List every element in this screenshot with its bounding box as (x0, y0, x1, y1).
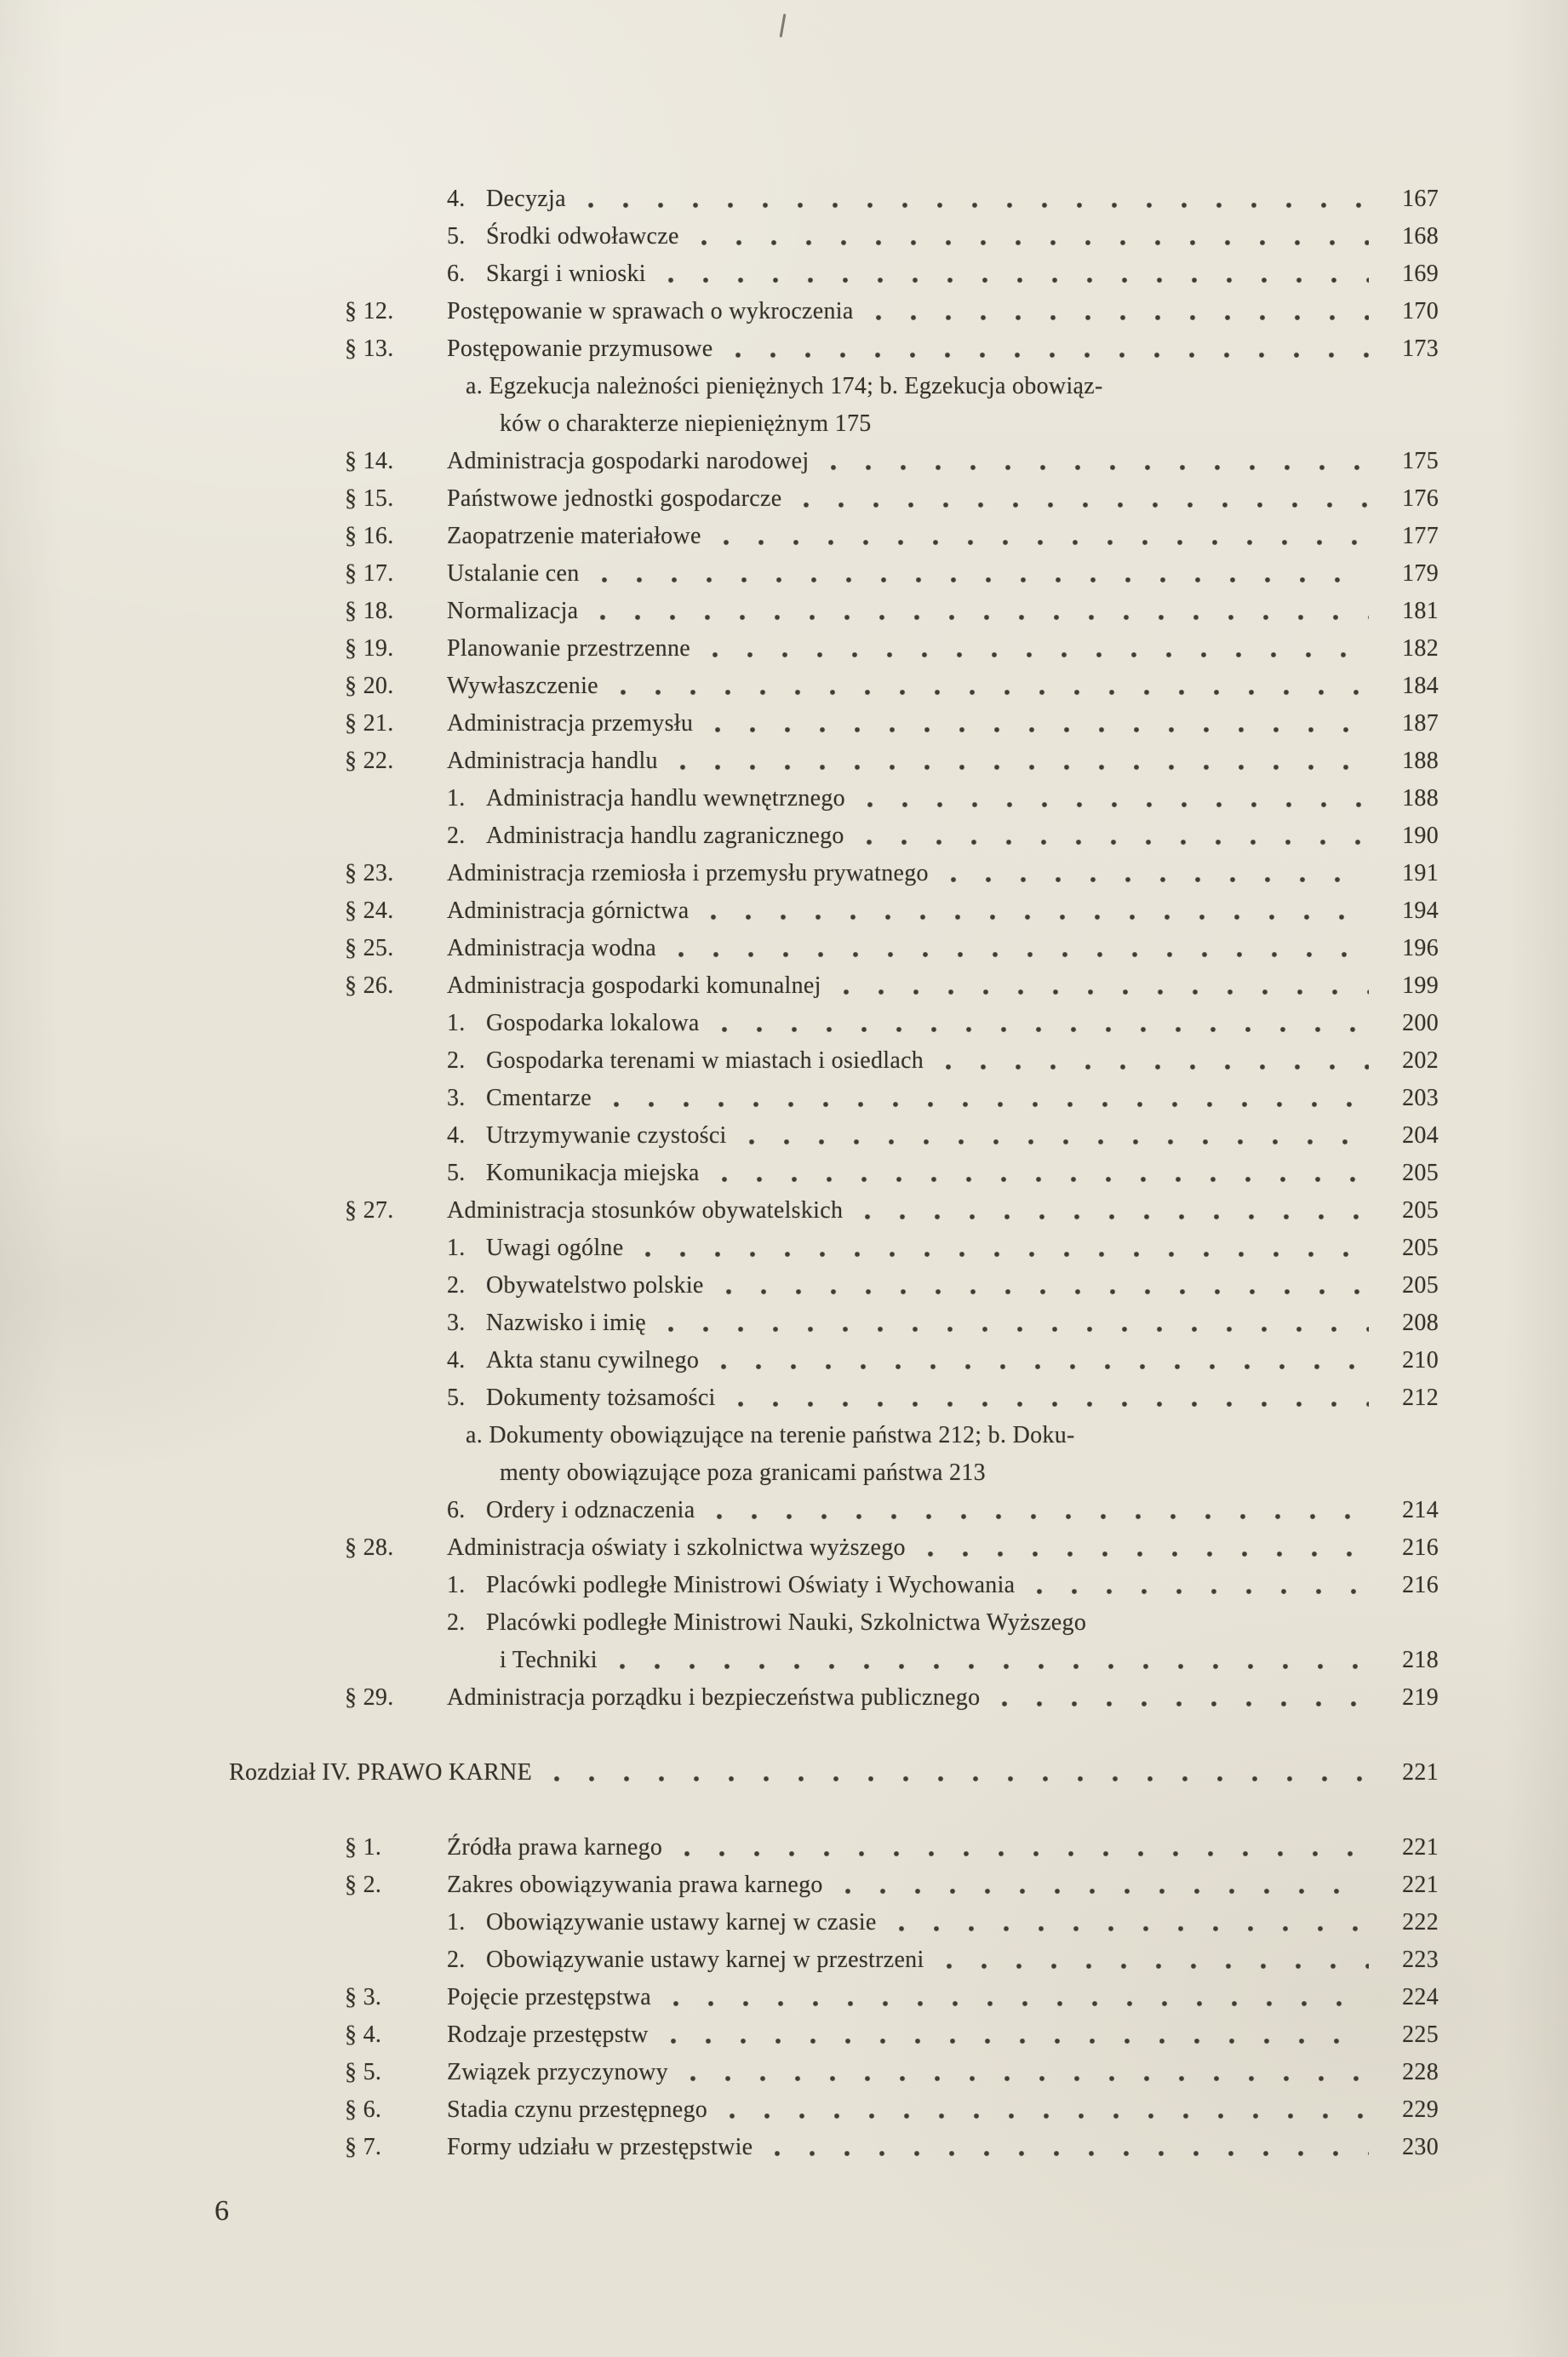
toc-entry-row (217, 780, 1439, 817)
toc-entry-label: § 6. (345, 2096, 382, 2123)
dot-leader (746, 1117, 1369, 1155)
toc-entry-page: 216 (1402, 1534, 1439, 1561)
toc-entry-title: Administracja porządku i bezpieczeństwa publicznego (447, 1684, 981, 1711)
scan-artifact-mark (780, 14, 787, 37)
toc-entry-page: 212 (1402, 1385, 1439, 1411)
dot-leader (642, 1230, 1369, 1267)
dot-leader (800, 480, 1369, 518)
toc-entry-title: Administracja stosunków obywatelskich (447, 1197, 844, 1224)
toc-entry-page: 169 (1402, 261, 1439, 287)
dot-leader (943, 1941, 1369, 1979)
toc-entry-row (217, 181, 1439, 218)
toc-entry-row (217, 1679, 1439, 1717)
toc-entry-title: Administracja oświaty i szkolnictwa wyższego (447, 1534, 906, 1561)
toc-entry-label: § 28. (345, 1534, 394, 1561)
toc-entry-label: § 26. (345, 972, 394, 999)
toc-entry-title: Ustalanie cen (447, 560, 580, 587)
toc-entry-title: a. Egzekucja należności pieniężnych 174; b. Egzekucja obowiąz- (466, 373, 1103, 399)
toc-entry-title: Utrzymywanie czystości (486, 1122, 727, 1149)
toc-entry-row (217, 1042, 1439, 1080)
toc-entry-row (217, 1267, 1439, 1305)
toc-entry-title: Planowanie przestrzenne (447, 635, 690, 662)
toc-entry-title: Środki odwoławcze (486, 223, 679, 249)
dot-leader (551, 1754, 1369, 1792)
toc-entry-row (217, 1604, 1439, 1642)
dot-leader (842, 1867, 1369, 1904)
toc-entry-page: 224 (1402, 1984, 1439, 2010)
toc-entry-row (217, 1155, 1439, 1192)
toc-continuation-row (217, 1642, 1439, 1679)
toc-entry-page: 218 (1402, 1647, 1439, 1673)
toc-entry-page: 228 (1402, 2059, 1439, 2085)
toc-entry-page: 210 (1402, 1347, 1439, 1373)
toc-entry-label: § 3. (345, 1984, 382, 2010)
toc-entry-title: Pojęcie przestępstwa (447, 1984, 652, 2010)
toc-entry-page: 176 (1402, 485, 1439, 512)
dot-leader (732, 330, 1369, 368)
toc-entry-page: 177 (1402, 523, 1439, 549)
toc-entry-row (217, 967, 1439, 1005)
toc-entry-page: 229 (1402, 2096, 1439, 2123)
toc-entry-row (217, 443, 1439, 480)
toc-entry-page: 167 (1402, 186, 1439, 212)
toc-entry-title: a. Dokumenty obowiązujące na terenie państwa 212; b. Doku- (466, 1422, 1075, 1448)
dot-leader (665, 1305, 1369, 1342)
toc-entry-row (217, 1117, 1439, 1155)
dot-leader (617, 668, 1369, 705)
toc-entry-title: Źródła prawa karnego (447, 1834, 663, 1861)
dot-leader (942, 1042, 1369, 1080)
toc-entry-title: Placówki podległe Ministrowi Nauki, Szkolnictwa Wyższego (486, 1609, 1087, 1636)
dot-leader (718, 1155, 1369, 1192)
toc-entry-row (217, 1192, 1439, 1230)
toc-entry-page: 179 (1402, 560, 1439, 587)
toc-entry-label: § 12. (345, 298, 394, 324)
toc-entry-page: 205 (1402, 1160, 1439, 1186)
toc-entry-row (217, 2091, 1439, 2129)
toc-entry-label: 2. (447, 1609, 466, 1636)
dot-leader (827, 443, 1369, 480)
toc-continuation-row (217, 1454, 1439, 1492)
dot-leader (924, 1529, 1369, 1567)
toc-entry-row (217, 1529, 1439, 1567)
toc-entry-page: 221 (1402, 1872, 1439, 1898)
toc-entry-page: 191 (1402, 860, 1439, 886)
toc-entry-label: 4. (447, 186, 466, 212)
toc-entry-row (217, 1305, 1439, 1342)
page-number: 6 (215, 2195, 229, 2227)
toc-entry-title: Ordery i odznaczenia (486, 1497, 695, 1523)
toc-entry-row (217, 668, 1439, 705)
dot-leader (597, 593, 1369, 630)
toc-entry-row (217, 293, 1439, 330)
toc-entry-label: § 16. (345, 523, 394, 549)
toc-entry-page: 199 (1402, 972, 1439, 999)
toc-entry-label: 6. (447, 1497, 466, 1523)
toc-entry-title: Administracja gospodarki komunalnej (447, 972, 821, 999)
toc-entry-row (217, 1342, 1439, 1379)
toc-entry-row (217, 330, 1439, 368)
toc-entry-page: 168 (1402, 223, 1439, 249)
dot-leader (735, 1379, 1369, 1417)
toc-entry-label: 1. (447, 1010, 466, 1036)
toc-entry-title: Postępowanie przymusowe (447, 335, 713, 362)
toc-entry-title: Uwagi ogólne (486, 1235, 624, 1261)
toc-entry-row (217, 480, 1439, 518)
toc-entry-title: Komunikacja miejska (486, 1160, 700, 1186)
toc-entry-title: Obywatelstwo polskie (486, 1272, 704, 1299)
toc-entry-title: Gospodarka lokalowa (486, 1010, 700, 1036)
toc-entry-row (217, 555, 1439, 593)
dot-leader (718, 1005, 1369, 1042)
dot-leader (718, 1342, 1369, 1379)
toc-entry-title: Administracja górnictwa (447, 897, 690, 924)
toc-entry-row (217, 1005, 1439, 1042)
dot-leader (864, 780, 1369, 817)
toc-entry-page: 221 (1402, 1759, 1439, 1786)
toc-entry-page: 187 (1402, 710, 1439, 737)
toc-entry-page: 225 (1402, 2022, 1439, 2048)
toc-entry-label: § 7. (345, 2134, 382, 2160)
toc-entry-row (217, 2129, 1439, 2166)
dot-leader (667, 2016, 1369, 2054)
dot-leader (726, 2091, 1369, 2129)
toc-entry-label: 3. (447, 1085, 466, 1111)
toc-entry-page: 216 (1402, 1572, 1439, 1598)
dot-leader (712, 705, 1369, 743)
toc-entry-label: § 29. (345, 1684, 394, 1711)
dot-leader (598, 555, 1370, 593)
dot-leader (709, 630, 1369, 668)
toc-entry-title: Administracja przemysłu (447, 710, 694, 737)
toc-entry-row (217, 1492, 1439, 1529)
toc-entry-title: Administracja handlu (447, 748, 658, 774)
toc-entry-title: Placówki podległe Ministrowi Oświaty i Wychowania (486, 1572, 1016, 1598)
toc-entry-row (217, 593, 1439, 630)
toc-entry-row (217, 2016, 1439, 2054)
toc-entry-label: § 21. (345, 710, 394, 737)
dot-leader (585, 181, 1369, 218)
toc-entry-label: 2. (447, 1272, 466, 1299)
toc-entry-label: § 1. (345, 1834, 382, 1861)
toc-entry-label: 6. (447, 261, 466, 287)
toc-entry-label: 5. (447, 1160, 466, 1186)
toc-list (217, 181, 1439, 2166)
toc-entry-row (217, 705, 1439, 743)
toc-entry-title: i Techniki (500, 1647, 598, 1673)
toc-entry-page: 194 (1402, 897, 1439, 924)
toc-entry-label: § 15. (345, 485, 394, 512)
toc-entry-label: § 27. (345, 1197, 394, 1224)
dot-leader (863, 817, 1369, 855)
toc-entry-row (217, 817, 1439, 855)
toc-entry-row (217, 2054, 1439, 2091)
toc-entry-label: 5. (447, 223, 466, 249)
toc-entry-row (217, 892, 1439, 930)
dot-leader (720, 518, 1369, 555)
toc-entry-page: 181 (1402, 598, 1439, 624)
toc-entry-label: 1. (447, 1572, 466, 1598)
toc-entry-row (217, 630, 1439, 668)
toc-entry-label: 4. (447, 1347, 466, 1373)
toc-entry-title: Obowiązywanie ustawy karnej w przestrzeni (486, 1947, 924, 1973)
toc-entry-row (217, 1080, 1439, 1117)
dot-leader (947, 855, 1369, 892)
toc-entry-title: menty obowiązujące poza granicami państwa 213 (500, 1460, 986, 1486)
toc-entry-title: Nazwisko i imię (486, 1310, 647, 1336)
toc-entry-label: 4. (447, 1122, 466, 1149)
toc-entry-title: Administracja handlu wewnętrznego (486, 785, 845, 811)
toc-entry-title: ków o charakterze niepieniężnym 175 (500, 410, 872, 437)
toc-entry-title: Administracja handlu zagranicznego (486, 823, 844, 849)
toc-entry-title: Normalizacja (447, 598, 579, 624)
toc-entry-row (217, 855, 1439, 892)
toc-entry-page: 188 (1402, 748, 1439, 774)
toc-entry-label: § 25. (345, 935, 394, 961)
toc-entry-row (217, 1904, 1439, 1941)
toc-entry-row (217, 518, 1439, 555)
toc-entry-row (217, 1941, 1439, 1979)
toc-entry-page: 202 (1402, 1047, 1439, 1074)
toc-continuation-row (217, 368, 1439, 405)
toc-entry-title: Rodzaje przestępstw (447, 2022, 649, 2048)
toc-entry-page: 223 (1402, 1947, 1439, 1973)
toc-entry-label: § 4. (345, 2022, 382, 2048)
dot-leader (713, 1492, 1369, 1529)
toc-entry-row (217, 1230, 1439, 1267)
toc-entry-page: 173 (1402, 335, 1439, 362)
toc-entry-title: Akta stanu cywilnego (486, 1347, 700, 1373)
dot-leader (1033, 1567, 1369, 1604)
dot-leader (670, 1979, 1369, 2016)
toc-entry-label: 1. (447, 1235, 466, 1261)
toc-entry-row (217, 1867, 1439, 1904)
toc-entry-title: Postępowanie w sprawach o wykroczenia (447, 298, 854, 324)
toc-entry-title: Skargi i wnioski (486, 261, 646, 287)
dot-leader (698, 218, 1369, 255)
dot-leader (896, 1904, 1369, 1941)
dot-leader (681, 1829, 1369, 1867)
toc-entry-title: Zakres obowiązywania prawa karnego (447, 1872, 823, 1898)
dot-leader (610, 1080, 1369, 1117)
toc-entry-label: § 19. (345, 635, 394, 662)
dot-leader (687, 2054, 1369, 2091)
toc-entry-label: § 13. (345, 335, 394, 362)
toc-entry-label: 3. (447, 1310, 466, 1336)
toc-entry-label: § 18. (345, 598, 394, 624)
toc-entry-page: 204 (1402, 1122, 1439, 1149)
toc-entry-title: Stadia czynu przestępnego (447, 2096, 708, 2123)
toc-entry-page: 205 (1402, 1272, 1439, 1299)
toc-entry-title: Gospodarka terenami w miastach i osiedlach (486, 1047, 924, 1074)
toc-entry-title: Związek przyczynowy (447, 2059, 668, 2085)
toc-entry-page: 175 (1402, 448, 1439, 474)
toc-entry-row (217, 1379, 1439, 1417)
dot-leader (677, 743, 1369, 780)
toc-entry-label: § 5. (345, 2059, 382, 2085)
toc-entry-page: 190 (1402, 823, 1439, 849)
toc-entry-title: Decyzja (486, 186, 566, 212)
toc-entry-row (217, 218, 1439, 255)
toc-entry-label: § 24. (345, 897, 394, 924)
toc-entry-label: 2. (447, 823, 466, 849)
toc-continuation-row (217, 1417, 1439, 1454)
toc-entry-page: 221 (1402, 1834, 1439, 1861)
dot-leader (861, 1192, 1369, 1230)
toc-entry-label: § 17. (345, 560, 394, 587)
toc-entry-page: 214 (1402, 1497, 1439, 1523)
toc-entry-title: Administracja gospodarki narodowej (447, 448, 810, 474)
toc-entry-label: § 23. (345, 860, 394, 886)
toc-entry-title: Cmentarze (486, 1085, 592, 1111)
toc-entry-row (217, 1829, 1439, 1867)
toc-entry-label: 1. (447, 785, 466, 811)
toc-entry-page: 205 (1402, 1197, 1439, 1224)
dot-leader (873, 293, 1369, 330)
toc-entry-row (217, 743, 1439, 780)
dot-leader (999, 1679, 1369, 1717)
toc-entry-page: 208 (1402, 1310, 1439, 1336)
toc-entry-page: 188 (1402, 785, 1439, 811)
toc-entry-page: 200 (1402, 1010, 1439, 1036)
dot-leader (771, 2129, 1369, 2166)
toc-entry-page: 184 (1402, 673, 1439, 699)
toc-entry-page: 219 (1402, 1684, 1439, 1711)
toc-entry-title: Państwowe jednostki gospodarcze (447, 485, 782, 512)
toc-entry-title: Administracja rzemiosła i przemysłu prywatnego (447, 860, 929, 886)
toc-entry-label: 2. (447, 1047, 466, 1074)
toc-entry-title: Wywłaszczenie (447, 673, 598, 699)
dot-leader (665, 255, 1369, 293)
toc-entry-label: 2. (447, 1947, 466, 1973)
toc-entry-page: 222 (1402, 1909, 1439, 1935)
toc-entry-title: Obowiązywanie ustawy karnej w czasie (486, 1909, 877, 1935)
toc-entry-label: 1. (447, 1909, 466, 1935)
toc-entry-label: § 14. (345, 448, 394, 474)
toc-entry-label: § 22. (345, 748, 394, 774)
toc-entry-title: Dokumenty tożsamości (486, 1385, 716, 1411)
toc-entry-page: 203 (1402, 1085, 1439, 1111)
toc-entry-page: 182 (1402, 635, 1439, 662)
toc-entry-page: 196 (1402, 935, 1439, 961)
toc-chapter-row (217, 1754, 1439, 1792)
toc-entry-title: Rozdział IV. PRAWO KARNE (229, 1759, 532, 1786)
dot-leader (723, 1267, 1369, 1305)
toc-entry-page: 230 (1402, 2134, 1439, 2160)
toc-continuation-row (217, 405, 1439, 443)
toc-entry-title: Zaopatrzenie materiałowe (447, 523, 701, 549)
toc-entry-title: Formy udziału w przestępstwie (447, 2134, 753, 2160)
dot-leader (675, 930, 1369, 967)
toc-entry-label: 5. (447, 1385, 466, 1411)
toc-entry-row (217, 930, 1439, 967)
toc-entry-label: § 2. (345, 1872, 382, 1898)
dot-leader (707, 892, 1369, 930)
toc-entry-row (217, 1979, 1439, 2016)
toc-entry-row (217, 255, 1439, 293)
toc-entry-title: Administracja wodna (447, 935, 656, 961)
dot-leader (616, 1642, 1369, 1679)
toc-entry-page: 205 (1402, 1235, 1439, 1261)
toc-entry-page: 170 (1402, 298, 1439, 324)
dot-leader (840, 967, 1369, 1005)
toc-entry-row (217, 1567, 1439, 1604)
toc-entry-label: § 20. (345, 673, 394, 699)
